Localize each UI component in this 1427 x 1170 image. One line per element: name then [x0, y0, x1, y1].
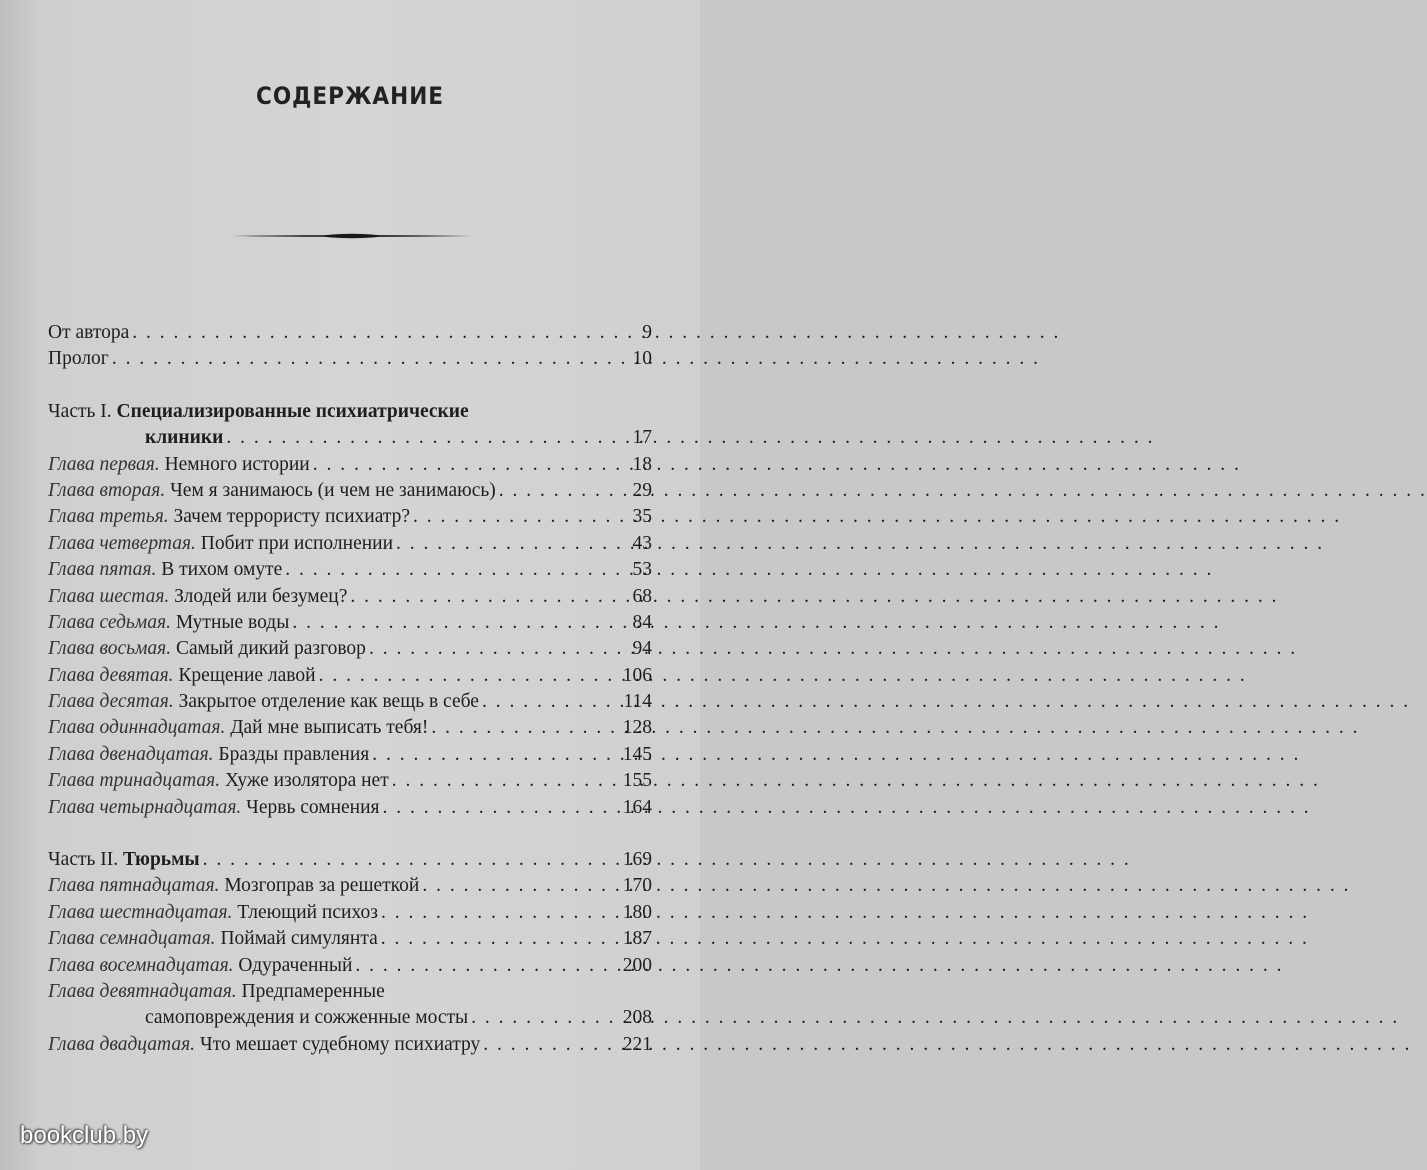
toc-page-number: 145 — [622, 743, 652, 765]
toc-page-number: 17 — [632, 427, 652, 449]
toc-page-number: 187 — [622, 928, 652, 950]
toc-page-number: 84 — [632, 611, 652, 633]
chapter-title: Одураченный — [238, 954, 353, 976]
dot-leader — [482, 689, 621, 715]
page-title: СОДЕРЖАНИЕ — [255, 82, 445, 110]
dot-leader — [383, 795, 620, 821]
chapter-number: Глава пятнадцатая. — [48, 875, 220, 897]
toc-chapter-entry[interactable] — [48, 689, 652, 715]
dot-leader — [413, 504, 629, 530]
chapter-number: Глава шестая. — [48, 585, 170, 607]
toc-page-number: 35 — [632, 506, 652, 528]
dot-leader — [381, 926, 620, 952]
chapter-title: Предпамеренные — [241, 980, 385, 1002]
chapter-number: Глава десятая. — [48, 691, 174, 713]
part-prefix: Часть I. — [48, 400, 112, 422]
chapter-title: Хуже изолятора нет — [225, 770, 389, 792]
dot-leader — [422, 873, 619, 899]
chapter-number: Глава четвертая. — [48, 532, 196, 554]
part-title: Специализированные психиатрические — [116, 400, 469, 422]
dot-leader — [112, 346, 630, 372]
part-title-continued: клиники — [145, 427, 224, 449]
toc-part-2[interactable] — [48, 847, 652, 873]
dot-leader — [499, 478, 630, 504]
dot-leader — [381, 900, 620, 926]
chapter-number: Глава девятнадцатая. — [48, 980, 237, 1002]
toc-entry-label: Пролог — [48, 348, 109, 370]
toc-chapter-entry[interactable] — [48, 768, 652, 794]
toc-chapter-entry[interactable] — [48, 504, 652, 530]
toc-chapter-entry[interactable] — [48, 478, 652, 504]
dot-leader — [292, 610, 629, 636]
dot-leader — [369, 636, 630, 662]
toc-chapter-entry[interactable] — [48, 900, 652, 926]
chapter-title: Бразды правления — [218, 743, 370, 765]
chapter-number: Глава восемнадцатая. — [48, 954, 234, 976]
chapter-number: Глава одиннадцатая. — [48, 717, 226, 739]
chapter-title-continued: самоповреждения и сожженные мосты — [145, 1007, 469, 1029]
toc-chapter-entry[interactable] — [48, 742, 652, 768]
chapter-title: Что мешает судебному психиатру — [199, 1033, 481, 1055]
dot-leader — [396, 531, 629, 557]
toc-chapter-entry[interactable] — [48, 979, 652, 1005]
chapter-title: Самый дикий разговор — [176, 638, 366, 660]
ornament-divider — [232, 232, 472, 240]
toc-page-number: 180 — [622, 901, 652, 923]
toc-chapter-entry[interactable] — [48, 557, 652, 583]
chapter-title: Тлеющий психоз — [237, 901, 378, 923]
toc-page-number: 169 — [622, 849, 652, 871]
toc-entry-author[interactable] — [48, 320, 652, 346]
chapter-title: Дай мне выписать тебя! — [230, 717, 429, 739]
toc-chapter-entry[interactable] — [48, 795, 652, 821]
toc-page-number: 29 — [632, 479, 652, 501]
dot-leader — [431, 715, 619, 741]
chapter-title: Закрытое отделение как вещь в себе — [178, 691, 479, 713]
chapter-title: Зачем террористу психиатр? — [173, 506, 411, 528]
toc-page-number: 68 — [632, 585, 652, 607]
toc-page-number: 221 — [622, 1033, 652, 1055]
toc-chapter-entry[interactable] — [48, 1032, 652, 1058]
chapter-title: Поймай симулянта — [220, 928, 378, 950]
part-prefix: Часть II. — [48, 849, 119, 871]
chapter-title: Немного истории — [164, 453, 310, 475]
toc-chapter-entry[interactable] — [48, 873, 652, 899]
toc-page-number: 10 — [632, 348, 652, 370]
toc-part-1-heading — [48, 399, 652, 425]
dot-leader — [203, 847, 620, 873]
toc-chapter-entry[interactable] — [48, 926, 652, 952]
chapter-title: Побит при исполнении — [200, 532, 394, 554]
toc-page-number: 170 — [622, 875, 652, 897]
toc-page-number: 128 — [622, 717, 652, 739]
toc-page-number: 155 — [622, 770, 652, 792]
toc-page-number: 53 — [632, 559, 652, 581]
chapter-number: Глава двенадцатая. — [48, 743, 214, 765]
toc-page-number: 18 — [632, 453, 652, 475]
toc-page-number: 200 — [622, 954, 652, 976]
chapter-title: Мозгоправ за решеткой — [224, 875, 420, 897]
toc-chapter-entry[interactable] — [48, 610, 652, 636]
toc-chapter-entry[interactable] — [48, 953, 652, 979]
chapter-title: Червь сомнения — [246, 796, 380, 818]
chapter-number: Глава четырнадцатая. — [48, 796, 242, 818]
chapter-number: Глава шестнадцатая. — [48, 901, 233, 923]
chapter-number: Глава двадцатая. — [48, 1033, 196, 1055]
chapter-number: Глава семнадцатая. — [48, 928, 216, 950]
toc-chapter-entry[interactable] — [48, 531, 652, 557]
toc-chapter-entry[interactable] — [48, 452, 652, 478]
chapter-number: Глава третья. — [48, 506, 169, 528]
dot-leader — [313, 452, 630, 478]
toc-chapter-entry[interactable] — [48, 584, 652, 610]
chapter-title: Злодей или безумец? — [174, 585, 348, 607]
chapter-title: Мутные воды — [175, 611, 290, 633]
chapter-number: Глава первая. — [48, 453, 160, 475]
toc-page-number: 43 — [632, 532, 652, 554]
toc-chapter-entry-continued[interactable] — [48, 1005, 652, 1031]
chapter-number: Глава тринадцатая. — [48, 770, 221, 792]
chapter-number: Глава восьмая. — [48, 638, 172, 660]
chapter-title: Крещение лавой — [178, 664, 316, 686]
dot-leader — [483, 1032, 619, 1058]
chapter-title: Чем я занимаюсь (и чем не занимаюсь) — [170, 479, 496, 501]
book-page — [0, 0, 700, 1170]
dot-leader — [285, 557, 629, 583]
dot-leader — [350, 584, 629, 610]
chapter-number: Глава вторая. — [48, 479, 166, 501]
toc-page-number: 164 — [622, 796, 652, 818]
chapter-number: Глава девятая. — [48, 664, 174, 686]
dot-leader — [132, 320, 639, 346]
toc-chapter-entry[interactable] — [48, 636, 652, 662]
chapter-number: Глава пятая. — [48, 559, 157, 581]
part-title: Тюрьмы — [123, 849, 200, 871]
watermark-logo: bookclub.by — [20, 1122, 149, 1149]
toc-page-number: 9 — [642, 322, 652, 343]
dot-leader — [372, 742, 619, 768]
toc-page-number: 208 — [622, 1007, 652, 1029]
toc-chapter-entry[interactable] — [48, 663, 652, 689]
toc-entry-label: От автора — [48, 322, 130, 343]
table-of-contents — [48, 320, 652, 1058]
toc-chapter-entry[interactable] — [48, 715, 652, 741]
dot-leader — [226, 425, 629, 451]
toc-page-number: 114 — [623, 691, 652, 713]
chapter-number: Глава седьмая. — [48, 611, 171, 633]
dot-leader — [471, 1005, 620, 1031]
toc-part-1[interactable] — [48, 425, 652, 451]
dot-leader — [355, 953, 619, 979]
toc-entry-prologue[interactable] — [48, 346, 652, 372]
dot-leader — [319, 663, 620, 689]
dot-leader — [392, 768, 620, 794]
chapter-title: В тихом омуте — [161, 559, 283, 581]
toc-page-number: 94 — [632, 638, 652, 660]
toc-page-number: 106 — [622, 664, 652, 686]
